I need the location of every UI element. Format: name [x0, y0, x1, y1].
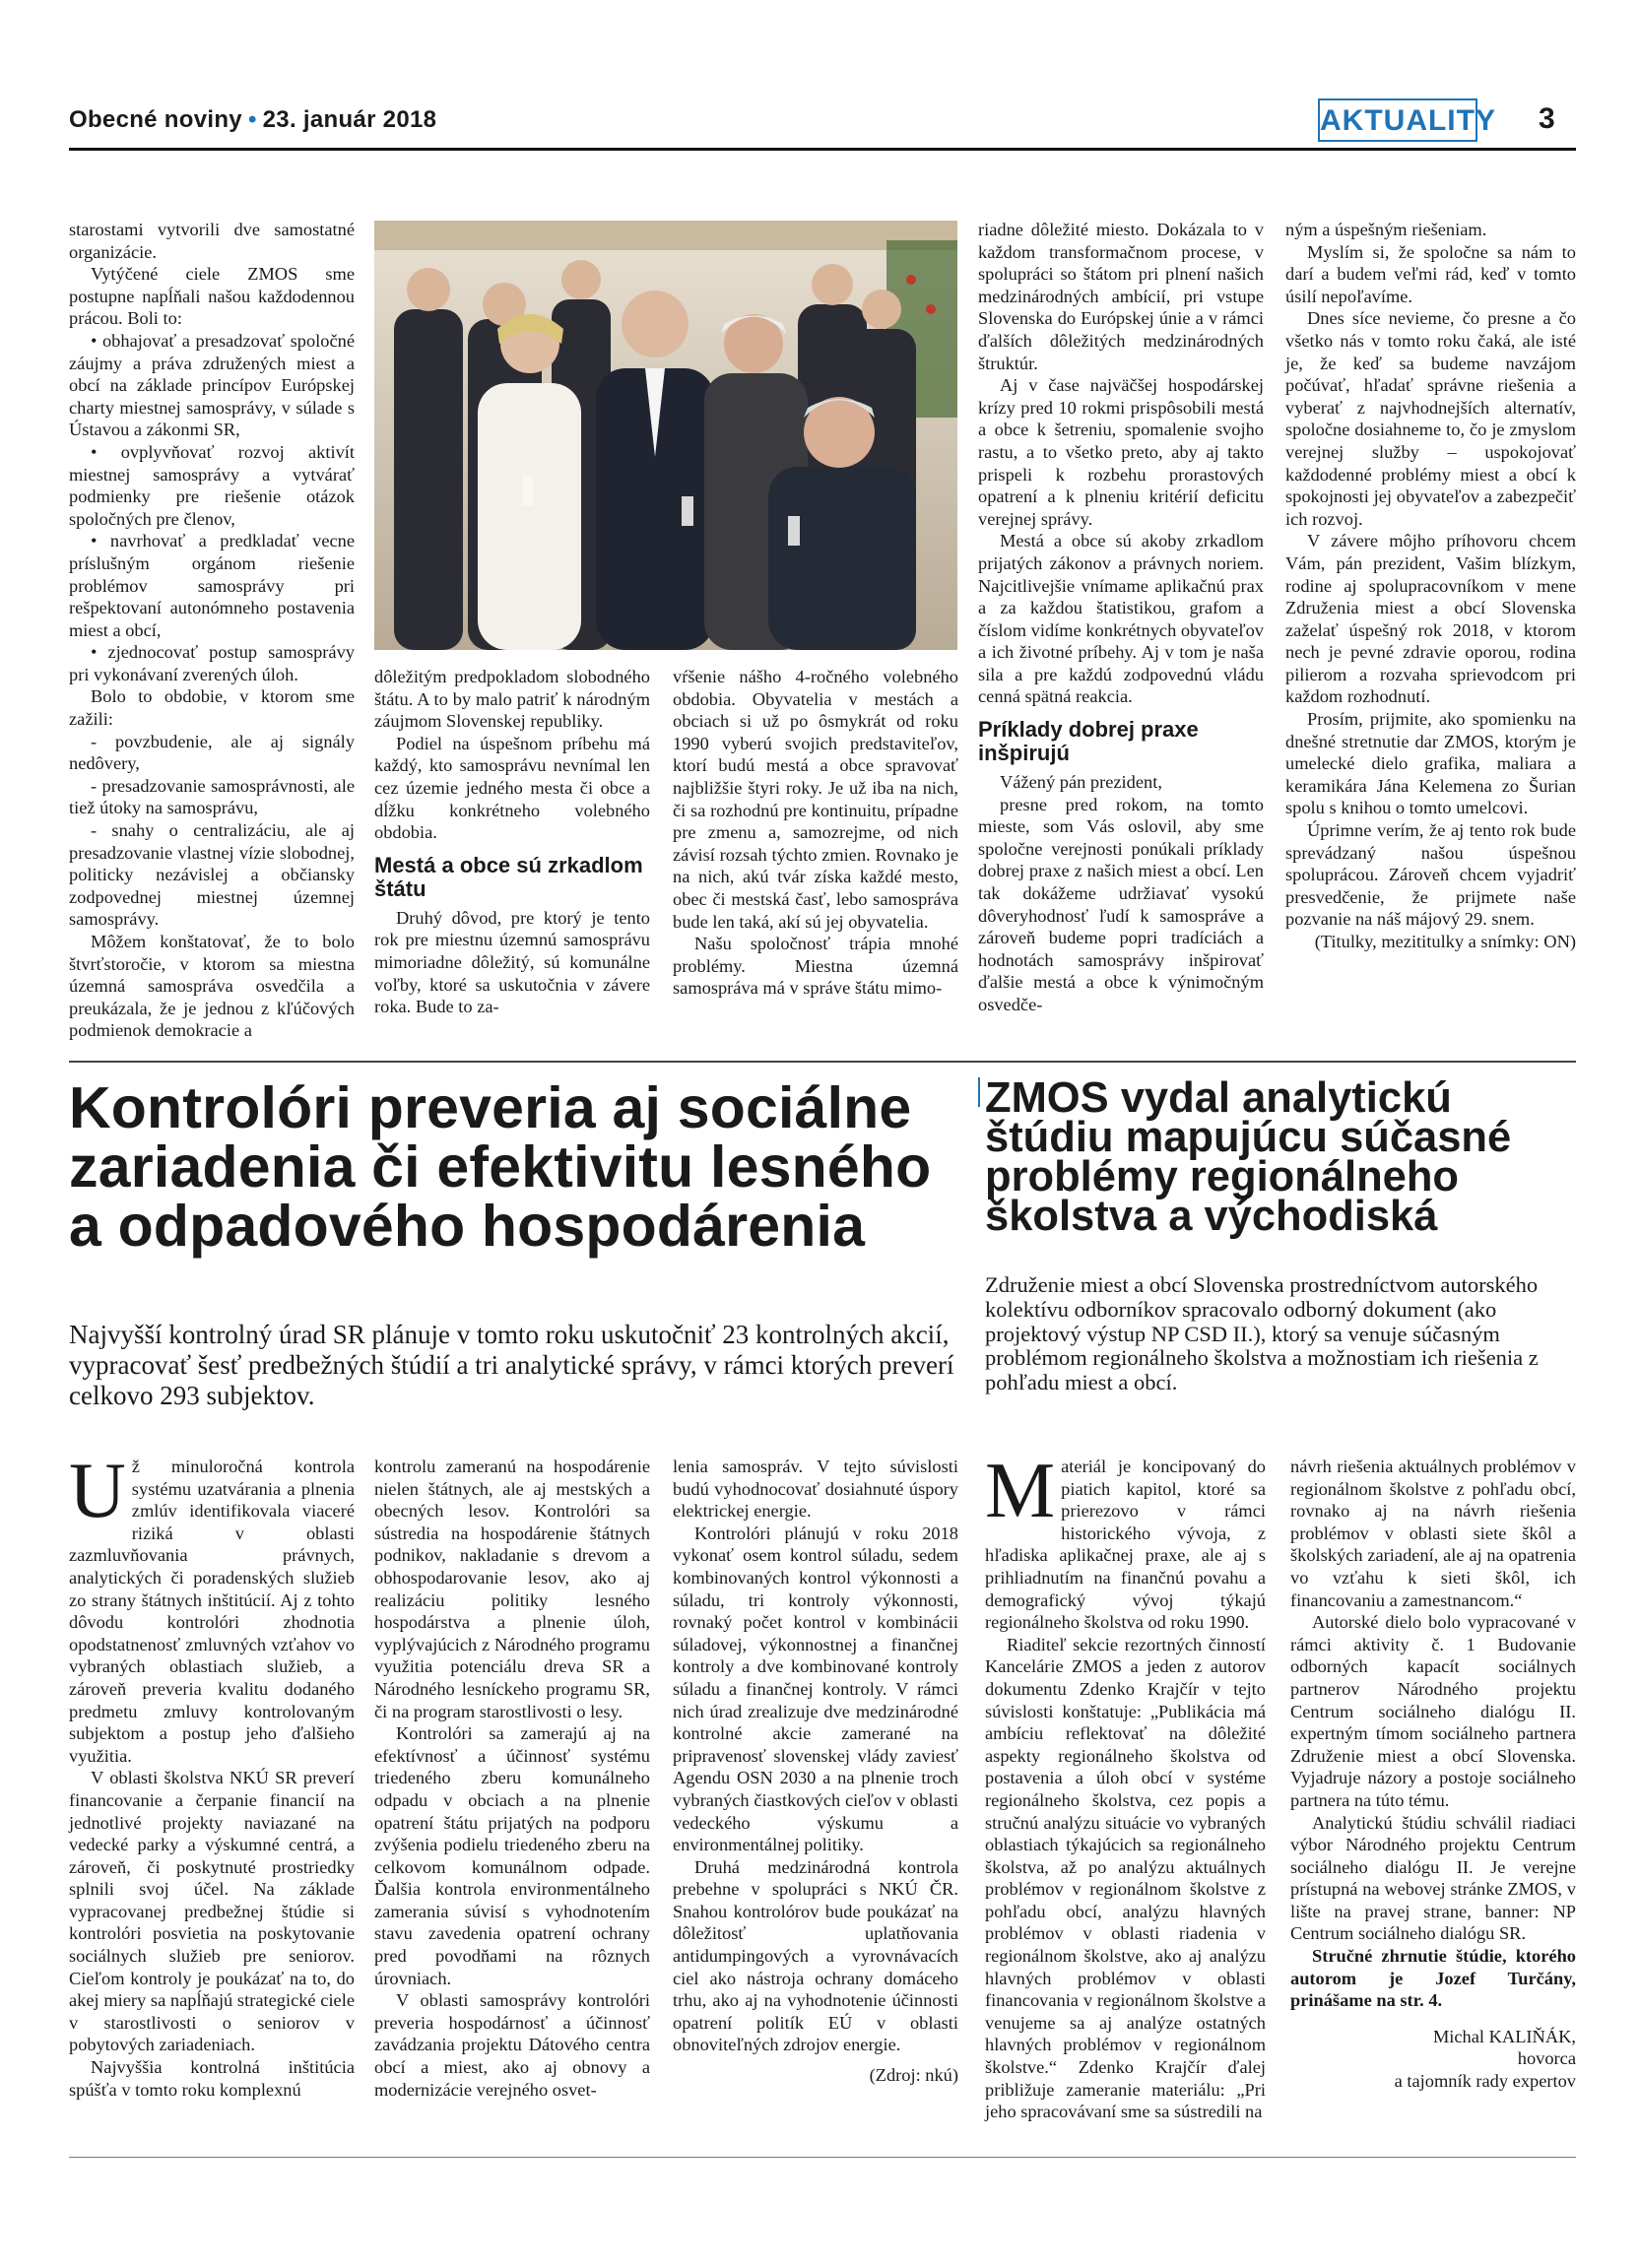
paragraph: Druhý dôvod, pre ktorý je tento rok pre miestnu územnú samosprávu mimoriadne dôležitý, sú komunálne voľby, ktoré sa uskutočnia v závere roka. Bude to za-: [374, 907, 650, 1017]
drop-cap: U: [69, 1448, 126, 1534]
paragraph: Aj v čase najväčšej hospodárskej krízy pred 10 rokmi prispôsobili mestá a obce k šetreniu, spomalenie svojho rastu, a to všetko preto, aby aj takto prispeli k rozbehu prorastových opatrení a k plneniu kritérií deficitu verejnej správy.: [978, 375, 1264, 529]
paragraph: lenia samospráv. V tejto súvislosti budú vyhodnocovať dosiahnuté úspory elektrickej energie.: [673, 1457, 958, 1522]
paragraph: ž minuloročná kontrola systému uzatvárania a plnenia zmlúv identifikovala viaceré riziká v oblasti zazmluvňovania právnych, analytických či poradenských služieb zo strany štátnych inštitúcií. Aj z tohto dôvodu kontrolóri zhodnotia opodstatnenosť zmluvných vzťahov vo vybraných oblastiach služieb, a zároveň preveria kvalitu dodaného predmetu zmluvy kontrolovaným subjektom a postup jeho ďalšieho využitia.: [69, 1457, 355, 1766]
paragraph: - snahy o centralizáciu, ale aj presadzovanie vlastnej vízie slobodnej, politicky nezávislej a občiansky zodpovednej miestnej územnej samosprávy.: [69, 820, 355, 930]
paragraph: Vážený pán prezident,: [1000, 772, 1162, 793]
top-article-column-4: [978, 219, 1264, 1016]
paragraph: • obhajovať a presadzovať spoločné záujmy a práva združených miest a obcí na základe princípov Európskej charty miestnej samosprávy, v súlade s Ústavou a zákonmi SR,: [69, 330, 355, 440]
zmos-column-1: [985, 1448, 1266, 2123]
paragraph: Kontrolóri plánujú v roku 2018 vykonať osem kontrol súladu, sedem kombinovaných kontrol výkonnosti a súladu, tri kontroly výkonnosti, rovnaký počet kontrol v kombinácii súladovej, výkonnostnej a finančnej kontroly a dve kombinované kontroly súladu a finančnej kontroly. V rámci nich úrad zrealizuje dve medzinárodné kontrolné akcie zamerané na pripravenosť slovenskej vlády zaviesť Agendu OSN 2030 a na plnenie troch vybraných čiastkových cieľov v oblasti vedeckého výskumu a environmentálnej politiky.: [673, 1523, 958, 1855]
section-label: AKTUALITY: [1320, 104, 1496, 137]
paragraph: riadne dôležité miesto. Dokázala to v každom transformačnom procese, v spolupráci so štátom pri plnení našich medzinárodných ambícií, pri vstupe Slovenska do Európskej únie a v rámci ďalších dôležitých medzinárodných štruktúr.: [978, 220, 1264, 373]
paragraph: Môžem konštatovať, že to bolo štvrťstoročie, v ktorom sa miestna územná samospráva osvedčila a preukázala, že je jednou z kľúčových podmienok demokracie a: [69, 932, 355, 1041]
subheading: Mestá a obce sú zrkadlom štátu: [374, 852, 643, 901]
top-article-column-1: [69, 219, 355, 1042]
zmos-headline: ZMOS vydal analytickú štúdiu mapujúcu súčasné problémy regionálneho školstva a východiská: [985, 1074, 1512, 1240]
paragraph: Našu spoločnosť trápia mnohé problémy. Miestna územná samospráva má v správe štátu mimo-: [673, 934, 958, 999]
paragraph: Analytickú štúdiu schválil riadiaci výbor Národného projektu Centrum sociálneho dialógu II. Je verejne prístupná na webovej stránke ZMOS, v lište na pravej strane, banner: NP Centrum sociálneho dialógu SR.: [1290, 1812, 1576, 1944]
photo-credit: (Titulky, mezititulky a snímky: ON): [1314, 932, 1576, 951]
signature-line: Michal KALIŇÁK,: [1432, 2026, 1576, 2046]
article-separator: [978, 1077, 980, 1107]
bottom-rule: [69, 2157, 1576, 2158]
top-article-column-5: [1285, 219, 1576, 953]
paragraph: ateriál je koncipovaný do piatich kapitol, ktoré sa prierezovo v rámci historického vývoja, z hľadiska aplikačnej praxe, ale aj s prihliadnutím na finančnú povahu a demografický vývoj týkajú regionálneho školstva od roku 1990.: [985, 1457, 1266, 1633]
zmos-column-2: [1290, 1456, 1576, 2093]
paragraph: • zjednocovať postup samosprávy pri vykonávaní zverených úloh.: [69, 642, 355, 684]
signature-line: hovorca: [1517, 2048, 1576, 2069]
section-badge: [1318, 98, 1496, 142]
paragraph: Riaditeľ sekcie rezortných činností Kancelárie ZMOS a jeden z autorov dokumentu Zdenko Krajčír v tejto súvislosti konštatuje: „Publikácia má ambíciu reflektovať na dôležité aspekty regionálneho školstva od postavenia a úloh obcí v systéme regionálneho školstva, cez popis a stručnú analýzu situácie vo vybraných oblastiach týkajúcich sa regionálneho školstva, až po analýzu aktuálnych problémov v regionálnom školstve z pohľadu obcí, analýzu hlavných problémov v oblasti riadenia v regionálnom školstve, ako aj analýzu hlavných problémov v oblasti financovania v regionálnom školstve a venujeme sa aj analýze ostatných hlavných problémov v regionálnom školstve.“ Zdenko Krajčír ďalej približuje zameranie materiálu: „Pri jeho spracovávaní sme sa sústredili na: [985, 1634, 1266, 2122]
paragraph: Autorské dielo bolo vypracované v rámci aktivity č. 1 Budovanie odborných kapacít sociálnych partnerov Národného projektu Centrum sociálneho dialógu II. expertným tímom sociálneho partnera Združenie miest a obcí Slovenska. Vyjadruje názory a postoje sociálneho partnera na túto tému.: [1290, 1612, 1576, 1810]
paragraph: Podiel na úspešnom príbehu má každý, kto samosprávu nevnímal len cez územie jedného mesta či obce a dĺžku konkrétneho volebného obdobia.: [374, 733, 650, 843]
paragraph: • navrhovať a predkladať vecne príslušným orgánom riešenie problémov samosprávy pri rešpektovaní autonómneho postavenia miest a obcí,: [69, 531, 355, 640]
paragraph: - povzbudenie, ale aj signály nedôvery,: [69, 731, 355, 774]
reception-photo: [374, 221, 957, 650]
issue-date: 23. január 2018: [262, 106, 437, 133]
paragraph: Myslím si, že spoločne sa nám to darí a budem veľmi rád, keď v tomto úsilí nepoľavíme.: [1285, 241, 1576, 306]
top-article-column-3: [673, 666, 958, 1000]
paragraph: Bolo to obdobie, v ktorom sme zažili:: [69, 686, 355, 730]
kontrol-column-2: [374, 1456, 650, 2101]
paragraph: dôležitým predpokladom slobodného štátu. A to by malo patriť k národným záujmom Slovenskej republiky.: [374, 667, 650, 732]
paragraph: Úprimne verím, že aj tento rok bude sprevádzaný našou úspešnou spoluprácou. Zároveň chcem vyjadriť presvedčenie, že prijmete naše pozvanie na náš májový 29. snem.: [1285, 820, 1576, 930]
signature: [1290, 2026, 1576, 2093]
signature-line: a tajomník rady expertov: [1394, 2071, 1576, 2092]
bullet-separator: •: [247, 106, 257, 133]
paragraph: návrh riešenia aktuálnych problémov v regionálnom školstve z pohľadu obcí, rovnako aj na návrh riešenia problémov v oblasti siete škôl a školských zariadení, ale aj na opatrenia vo vzťahu k sieti škôl, ich financovaniu a zamestnancom.“: [1290, 1457, 1576, 1610]
header-rule: [69, 148, 1576, 151]
paragraph: presne pred rokom, na tomto mieste, som Vás oslovil, aby sme spoločne verejnosti ponúkali príklady dobrej praxe z našich miest a obcí. Len tak dokážeme udržiavať vysokú dôveryhodnosť ľudí k samospráve a zároveň budeme popri tradíciách a hodnotách samosprávy inšpirovať ďalšie mestá a obce k výnimočným osvedče-: [978, 794, 1264, 1014]
paragraph: ným a úspešným riešeniam.: [1285, 220, 1487, 239]
kontrol-lead: Najvyšší kontrolný úrad SR plánuje v tomto roku uskutočniť 23 kontrolných akcií, vypracovať šesť predbežných štúdií a tri analytické správy, v rámci ktorých preverí celkovo 293 subjektov.: [69, 1320, 954, 1410]
drop-cap: M: [985, 1448, 1056, 1534]
kontrol-column-3: [673, 1456, 958, 2087]
paragraph: V oblasti školstva NKÚ SR preverí financovanie a čerpanie financií na jednotlivé projekty naviazané na vedecké parky a výskumné centrá, a zároveň, či poskytnuté prostriedky splnili svoj účel. Na základe vypracovanej predbežnej štúdie si kontrolóri posvietia na poskytovanie sociálnych služieb pre seniorov. Cieľom kontroly je poukázať na to, do akej miery sa napĺňajú strategické ciele v starostlivosti o seniorov v pobytových zariadeniach.: [69, 1768, 355, 2055]
paragraph: kontrolu zameranú na hospodárenie nielen štátnych, ale aj mestských a obecných lesov. Kontrolóri sa sústredia na hospodárenie štátnych podnikov, nakladanie s drevom a obhospodarovanie lesov, ako aj realizáciu politiky lesného hospodárstva a plnenie úloh, vyplývajúcich z Národného programu využitia potenciálu dreva SR a Národného lesníckeho programu SR, či na program starostlivosti o lesy.: [374, 1457, 650, 1721]
zmos-lead: Združenie miest a obcí Slovenska prostredníctvom autorského kolektívu odborníkov spracovalo odborný dokument (ako projektový výstup NP CSD II.), ktorý sa venuje súčasným problémom regionálneho školstva a možnostiam ich riešenia z pohľadu miest a obcí.: [985, 1272, 1539, 1395]
summary-note: Stručné zhrnutie štúdie, ktorého autorom je Jozef Turčány, prinášame na str. 4.: [1290, 1946, 1576, 2011]
paragraph: • ovplyvňovať rozvoj aktivít miestnej samosprávy a vytvárať podmienky pre riešenie otázok spoločných pre členov,: [69, 441, 355, 529]
paragraph: Prosím, prijmite, ako spomienku na dnešné stretnutie dar ZMOS, ktorým je umelecké dielo grafika, maliara a keramikára Jána Kelemena zo Šurian spolu s knihou o tomto umelcovi.: [1285, 709, 1576, 818]
paragraph: starostami vytvorili dve samostatné organizácie.: [69, 220, 355, 262]
photo-illustration: [374, 221, 957, 650]
page-number: 3: [1539, 102, 1555, 135]
paragraph: Dnes síce nevieme, čo presne a čo všetko nás v tomto roku čaká, ale isté je, že keď sa budeme navzájom počúvať, hľadať správne riešenia a vyberať z najvhodnejších alternatív, spoločne dosiahneme to, čo je zmyslom verejnej služby – uspokojovať každodenné problémy miest a obcí k spokojnosti jej obyvateľov a zabezpečiť ich rozvoj.: [1285, 308, 1576, 529]
paragraph: Kontrolóri sa zamerajú aj na efektívnosť a účinnosť systému triedeného zberu komunálneho odpadu v obciach a na plnenie opatrení štátu prijatých na podporu zvýšenia podielu triedeného zberu na celkovom komunálnom odpade. Ďalšia kontrola environmentálneho zamerania súvisí s vyhodnotením stavu zavedenia opatrení ochrany pred povodňami na rôznych úrovniach.: [374, 1723, 650, 1988]
paragraph: vŕšenie nášho 4-ročného volebného obdobia. Obyvatelia v mestách a obciach si už po ôsmykrát od roku 1990 vyberú svojich predstaviteľov, ktorí budú mestá a obce spravovať najbližšie štyri roky. Je už iba na nich, či sa rozhodnú pre kontinuitu, prípadne pre zmenu a, samozrejme, od nich závisí rozsah týchto zmien. Rovnako je na nich, akú tvár získa každé mesto, obec či mestská časť, lebo samospráva bude len taká, akí sú jej obyvatelia.: [673, 667, 958, 932]
kontrol-headline: Kontrolóri preveria aj sociálne zariadenia či efektivitu lesného a odpadového hospodárenia: [69, 1075, 932, 1259]
top-article-column-2: [374, 666, 650, 1018]
paragraph: V oblasti samosprávy kontrolóri preveria hospodárnosť a účinnosť zavádzania projektu Dátového centra obcí a miest, ako aj obnovy a modernizácie verejného osvet-: [374, 1990, 650, 2100]
paragraph: Druhá medzinárodná kontrola prebehne v spolupráci s NKÚ ČR. Snahou kontrolórov bude poukázať na dôležitosť uplatňovania antidumpingových a vyrovnávacích ciel ako nástroja ochrany domáceho trhu, ako aj na vyhodnotenie účinnosti opatrení politík EÚ v oblasti obnoviteľných zdrojov energie.: [673, 1856, 958, 2055]
paragraph: - presadzovanie samosprávnosti, ale tiež útoky na samosprávu,: [69, 775, 355, 818]
masthead: [69, 106, 436, 134]
paragraph: Najvyššia kontrolná inštitúcia spúšťa v tomto roku komplexnú: [69, 2057, 355, 2100]
paper-name: Obecné noviny: [69, 106, 242, 133]
source-note: (Zdroj: nkú): [869, 2065, 958, 2086]
subheading: Príklady dobrej praxe inšpirujú: [978, 717, 1199, 766]
paragraph: Vytýčené ciele ZMOS sme postupne napĺňali našou každodennou prácou. Boli to:: [69, 264, 355, 329]
kontrol-column-1: [69, 1448, 355, 2101]
paragraph: V závere môjho príhovoru chcem Vám, pán prezident, Vašim blízkym, rodine aj spolupracovníkom v mene Združenia miest a obcí Slovenska zaželať úspešný rok 2018, v ktorom nech je pevné zdravie oporou, rodina pilierom a rozvaha sprievodcom pri každom rozhodnutí.: [1285, 531, 1576, 707]
paragraph: Mestá a obce sú akoby zrkadlom prijatých zákonov a právnych noriem. Najcitlivejšie vnímame aplikačnú prax a za každou štatistikou, grafom a číslom vidíme konkrétnych obyvateľov a ich životné príbehy. Aj v tom je naša sila a pre každú zodpovednú vládu cenná spätná reakcia.: [978, 531, 1264, 707]
section-divider: [69, 1061, 1576, 1063]
